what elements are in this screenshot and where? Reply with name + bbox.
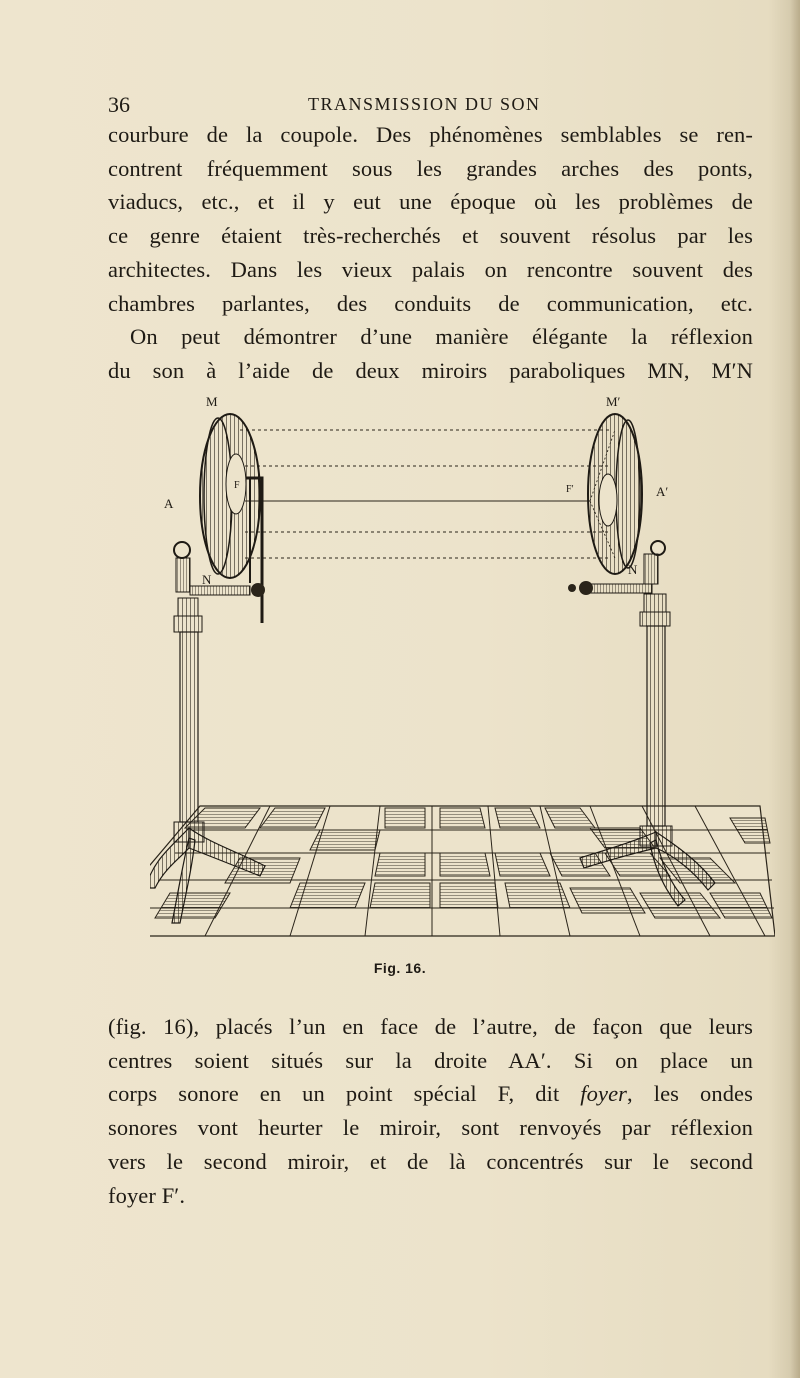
label-M-prime: M′ <box>606 394 621 409</box>
text-fragment: , les ondes <box>627 1081 753 1107</box>
text-line: centres soient situés sur la droite AA′. Si on place un <box>108 1047 753 1073</box>
text-line: (fig. 16), placés l’un en face de l’autre, de façon que leurs <box>108 1014 753 1039</box>
figure-parabolic-mirrors <box>150 388 775 948</box>
label-M: M <box>206 394 218 409</box>
mirror-left <box>174 414 265 623</box>
label-A: A <box>164 496 174 511</box>
text-line: architectes. Dans les vieux palais on rencontre souvent des <box>108 256 753 282</box>
italic-term: foyer <box>580 1081 628 1107</box>
label-N-prime: N <box>628 562 638 577</box>
page-number: 36 <box>108 92 130 117</box>
text-line: sonores vont heurter le miroir, sont renvoyés par réflexion <box>108 1115 753 1141</box>
text-line: viaducs, etc., et il y eut une époque où les problèmes de <box>108 189 753 215</box>
label-A-prime: A′ <box>656 484 669 499</box>
text-line: contrent fréquemment sous les grandes arches des ponts, <box>108 155 753 181</box>
text-line: chambres parlantes, des conduits de communication, etc. <box>108 290 753 316</box>
sound-rays <box>240 430 615 558</box>
text-line: ce genre étaient très-recherchés et souvent résolus par les <box>108 223 753 249</box>
text-line: On peut démontrer d’une manière élégante la réflexion <box>130 324 753 350</box>
mirror-right <box>568 414 665 595</box>
label-N: N <box>202 572 212 587</box>
paragraph-top <box>108 118 753 388</box>
text-line: vers le second miroir, et de là concentrés sur le second <box>108 1148 753 1174</box>
text-line: courbure de la coupole. Des phénomènes semblables se ren- <box>108 122 753 147</box>
paragraph-bottom <box>108 1010 753 1212</box>
label-F-prime: F′ <box>566 484 574 495</box>
text-line: du son à l’aide de deux miroirs paraboliques MN, M′N <box>108 357 753 383</box>
text-line <box>108 1077 753 1111</box>
text-line: foyer F′. <box>108 1182 186 1208</box>
text-fragment: corps sonore en un point spécial F, dit <box>108 1081 581 1107</box>
page-edge-shadow <box>790 0 800 1378</box>
floor-tiles <box>150 806 775 936</box>
label-F: F <box>234 480 240 491</box>
figure-caption: Fig. 16. <box>373 960 427 976</box>
running-title: TRANSMISSION DU SON <box>308 94 541 114</box>
